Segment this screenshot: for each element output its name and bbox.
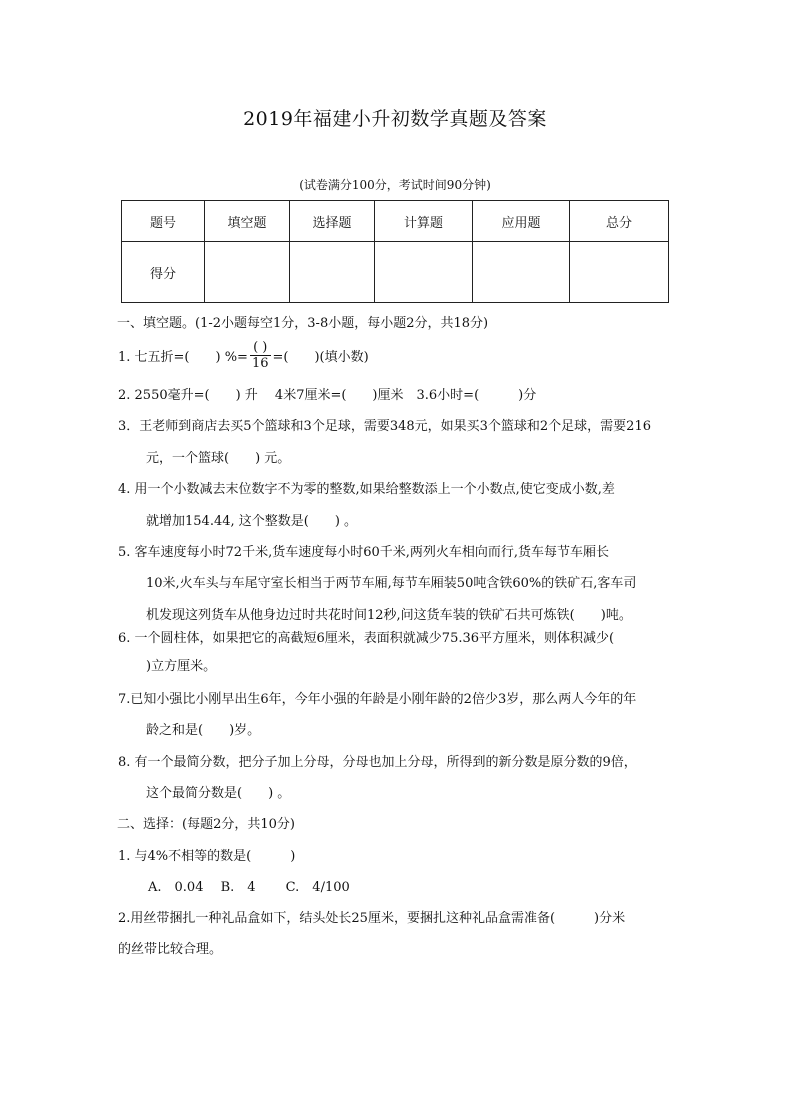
question-2: 2. 2550毫升=( ) 升 4米7厘米=( )厘米 3.6小时=( )分 [118,388,537,403]
choice-question-1-options: A. 0.04 B. 4 C. 4/100 [148,880,350,895]
score-cell [205,242,290,303]
question-3-line-2: 元，一个篮球( ) 元。 [146,451,291,466]
question-1-before: 1. 七五折=( ) %= [118,349,248,365]
page-title: 2019年福建小升初数学真题及答案 [243,108,547,130]
choice-question-2-line-2: 的丝带比较合理。 [118,942,223,957]
score-cell [570,242,669,303]
question-5-line-3: 机发现这列货车从他身边过时共花时间12秒,问这货车装的铁矿石共可炼铁( )吨。 [146,608,632,623]
question-7-line-2: 龄之和是( )岁。 [146,723,261,738]
fraction-denominator: 16 [251,355,269,371]
question-7-line-1: 7.已知小强比小刚早出生6年，今年小强的年龄是小刚年龄的2倍少3岁，那么两人今年的年 [118,692,637,707]
header-cell: 应用题 [473,201,570,242]
score-table [121,200,669,303]
header-cell: 题号 [122,201,205,242]
score-cell [473,242,570,303]
question-8-line-1: 8. 有一个最简分数，把分子加上分母，分母也加上分母，所得到的新分数是原分数的9倍， [118,755,637,770]
fraction [250,340,271,371]
question-8-line-2: 这个最简分数是( ) 。 [146,786,291,801]
question-4-line-2: 就增加154.44, 这个整数是( ) 。 [146,514,358,529]
exam-info: (试卷满分100分，考试时间90分钟) [299,178,491,192]
section2-heading: 二、选择：(每题2分，共10分) [117,817,295,832]
header-cell: 计算题 [375,201,473,242]
question-6-line-2: )立方厘米。 [146,659,217,674]
question-6-line-1: 6. 一个圆柱体，如果把它的高截短6厘米，表面积就减少75.36平方厘米，则体积减少( [118,631,615,646]
score-cell [375,242,473,303]
question-1 [118,336,369,374]
header-cell: 总分 [570,201,669,242]
section1-heading: 一、填空题。(1-2小题每空1分，3-8小题，每小题2分，共18分) [117,316,489,331]
score-table-score-row [122,242,669,303]
question-5-line-2: 10米,火车头与车尾守室长相当于两节车厢,每节车厢装50吨含铁60%的铁矿石,客车司 [146,576,637,591]
header-cell: 填空题 [205,201,290,242]
question-1-after: =( )(填小数) [272,349,369,365]
score-cell [290,242,375,303]
fraction-numerator: ( ) [250,340,271,356]
question-4-line-1: 4. 用一个小数减去末位数字不为零的整数,如果给整数添上一个小数点,使它变成小数,差 [118,482,615,497]
question-3-line-1: 3．王老师到商店去买5个篮球和3个足球，需要348元，如果买3个篮球和2个足球，需要216 [118,419,651,434]
choice-question-2-line-1: 2.用丝带捆扎一种礼品盒如下，结头处长25厘米，要捆扎这种礼品盒需准备( )分米 [118,911,626,926]
question-5-line-1: 5. 客车速度每小时72千米,货车速度每小时60千米,两列火车相向而行,货车每节车厢长 [118,545,610,560]
row-label-cell: 得分 [122,242,205,303]
header-cell: 选择题 [290,201,375,242]
choice-question-1: 1. 与4%不相等的数是( ) [118,849,296,864]
score-table-header-row [122,201,669,242]
